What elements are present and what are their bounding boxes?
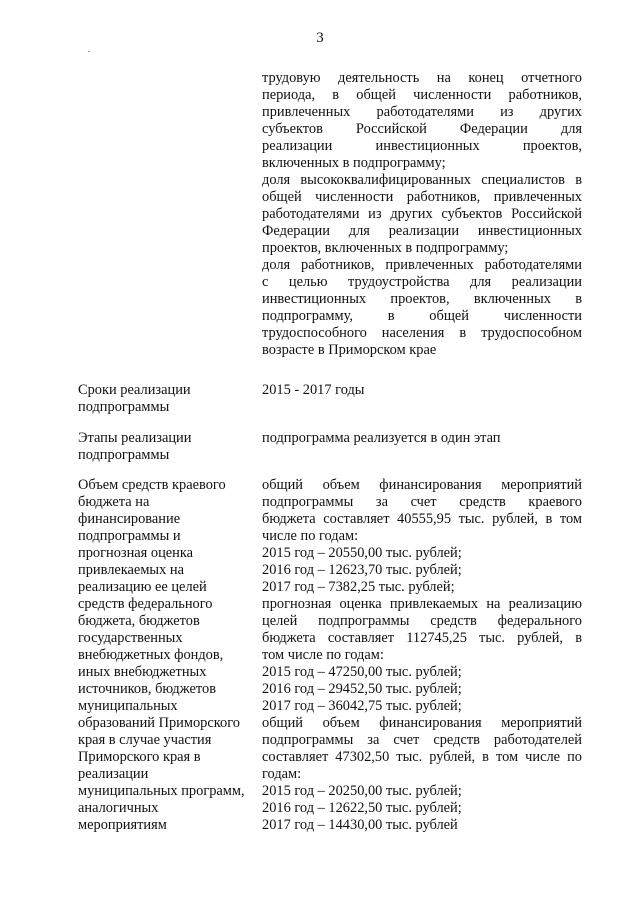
- continuation-line: проектов, включенных в подпрограмму;: [262, 240, 509, 256]
- value-line: целей подпрограммы средств федерального: [262, 613, 582, 629]
- label-line: подпрограммы: [78, 447, 170, 463]
- continuation-line: периода, в общей численности работников,: [262, 87, 582, 103]
- continuation-line: общей численности работников, привлеченных: [262, 189, 582, 205]
- label-line: Объем средств краевого: [78, 477, 226, 493]
- indicators-continuation: [262, 70, 582, 359]
- value-line: 2015 год – 47250,00 тыс. рублей;: [262, 664, 462, 680]
- label-line: Сроки реализации: [78, 382, 191, 398]
- row-label-period: [78, 382, 256, 416]
- row-value-funding: [262, 477, 582, 834]
- row-label-stages: [78, 430, 256, 464]
- value-line: 2016 год – 29452,50 тыс. рублей;: [262, 681, 462, 697]
- value-line: 2016 год – 12622,50 тыс. рублей;: [262, 800, 462, 816]
- label-line: государственных: [78, 630, 183, 646]
- value-line: составляет 47302,50 тыс. рублей, в том числе по: [262, 749, 582, 765]
- continuation-line: работодателями из других субъектов Российской: [262, 206, 582, 222]
- label-line: реализацию ее целей: [78, 579, 207, 595]
- value-line: бюджета составляет 40555,95 тыс. рублей, в том: [262, 511, 582, 527]
- label-line: подпрограммы: [78, 399, 170, 415]
- value-line: годам:: [262, 766, 302, 782]
- label-line: прогнозная оценка: [78, 545, 194, 561]
- value-line: 2015 - 2017 годы: [262, 382, 365, 398]
- label-line: реализации: [78, 766, 149, 782]
- continuation-line: с целью трудоустройства для реализации: [262, 274, 582, 290]
- page-number: 3: [316, 30, 324, 46]
- continuation-line: инвестиционных проектов, включенных в: [262, 291, 582, 307]
- value-line: 2015 год – 20550,00 тыс. рублей;: [262, 545, 462, 561]
- row-value-period: [262, 382, 582, 399]
- continuation-line: включенных в подпрограмму;: [262, 155, 446, 171]
- value-line: бюджета составляет 112745,25 тыс. рублей, в: [262, 630, 582, 646]
- value-line: подпрограммы за счет средств краевого: [262, 494, 582, 510]
- label-line: средств федерального: [78, 596, 213, 612]
- row-value-stages: [262, 430, 582, 447]
- value-line: подпрограммы за счет средств работодателей: [262, 732, 582, 748]
- value-line: 2017 год – 14430,00 тыс. рублей: [262, 817, 458, 833]
- continuation-line: доля работников, привлеченных работодателями: [262, 257, 582, 273]
- continuation-line: доля высококвалифицированных специалистов в: [262, 172, 582, 188]
- label-line: финансирование: [78, 511, 181, 527]
- label-line: муниципальных: [78, 698, 178, 714]
- continuation-line: возрасте в Приморском крае: [262, 342, 437, 358]
- continuation-line: трудоспособного населения в трудоспособном: [262, 325, 582, 341]
- label-line: бюджета, бюджетов: [78, 613, 200, 629]
- value-line: прогнозная оценка привлекаемых на реализацию: [262, 596, 582, 612]
- label-line: привлекаемых на: [78, 562, 184, 578]
- value-line: 2017 год – 7382,25 тыс. рублей;: [262, 579, 455, 595]
- value-line: общий объем финансирования мероприятий: [262, 477, 582, 493]
- label-line: края в случае участия: [78, 732, 212, 748]
- label-line: муниципальных программ,: [78, 783, 245, 799]
- value-line: том числе по годам:: [262, 647, 384, 663]
- value-line: 2016 год – 12623,70 тыс. рублей;: [262, 562, 462, 578]
- value-line: 2015 год – 20250,00 тыс. рублей;: [262, 783, 462, 799]
- continuation-line: привлеченных работодателями из других: [262, 104, 582, 120]
- label-line: подпрограммы и: [78, 528, 181, 544]
- label-line: образований Приморского: [78, 715, 240, 731]
- label-line: бюджета на: [78, 494, 150, 510]
- value-line: числе по годам:: [262, 528, 359, 544]
- label-line: Приморского края в: [78, 749, 201, 765]
- label-line: источников, бюджетов: [78, 681, 216, 697]
- row-label-funding: [78, 477, 256, 834]
- label-line: мероприятиям: [78, 817, 167, 833]
- continuation-line: подпрограмму, в общей численности: [262, 308, 582, 324]
- label-line: аналогичных: [78, 800, 159, 816]
- scan-speck: [88, 51, 90, 52]
- continuation-line: реализации инвестиционных проектов,: [262, 138, 582, 154]
- label-line: Этапы реализации: [78, 430, 192, 446]
- continuation-line: Федерации для реализации инвестиционных: [262, 223, 582, 239]
- label-line: иных внебюджетных: [78, 664, 207, 680]
- value-line: общий объем финансирования мероприятий: [262, 715, 582, 731]
- value-line: 2017 год – 36042,75 тыс. рублей;: [262, 698, 462, 714]
- value-line: подпрограмма реализуется в один этап: [262, 430, 501, 446]
- continuation-line: трудовую деятельность на конец отчетного: [262, 70, 582, 86]
- continuation-line: субъектов Российской Федерации для: [262, 121, 582, 137]
- label-line: внебюджетных фондов,: [78, 647, 224, 663]
